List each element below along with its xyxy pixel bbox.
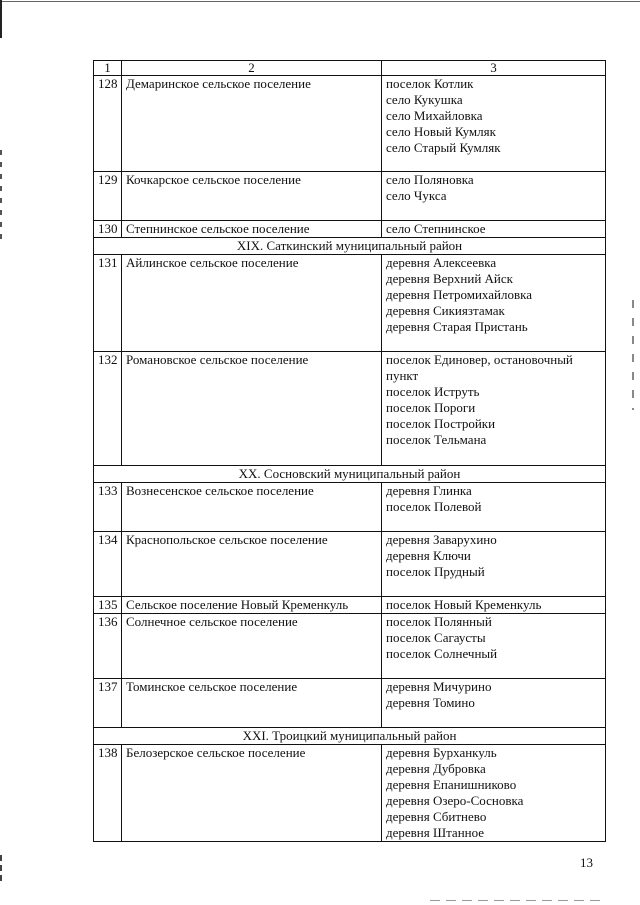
place-item: деревня Ключи [386,548,471,563]
place-item: село Чукса [386,188,447,203]
places-cell [382,221,606,238]
place-item: село Старый Кумляк [386,140,501,155]
table-row [94,172,606,221]
place-item: поселок Единовер, остановочный пункт [386,352,573,383]
table-row [94,76,606,172]
places-cell [382,679,606,728]
row-number: 130 [94,221,122,238]
places-cell [382,532,606,597]
row-number: 132 [94,352,122,466]
places-cell [382,745,606,842]
scan-edge-mark [430,900,600,901]
settlement-name: Краснопольское сельское поселение [122,532,382,597]
settlement-name: Вознесенское сельское поселение [122,483,382,532]
places-cell [382,614,606,679]
place-item: село Степнинское [386,221,486,236]
column-header-3: 3 [382,61,606,76]
settlement-name: Солнечное сельское поселение [122,614,382,679]
row-number: 133 [94,483,122,532]
scan-edge-mark [0,150,2,240]
place-item: поселок Полянный [386,614,492,629]
places-cell [382,352,606,466]
table-row [94,614,606,679]
row-number: 138 [94,745,122,842]
settlements-table [93,60,606,842]
place-item: деревня Глинка [386,483,472,498]
row-number: 131 [94,255,122,352]
settlement-name: Кочкарское сельское поселение [122,172,382,221]
places-cell [382,255,606,352]
district-header-row [94,238,606,255]
table-row [94,221,606,238]
table-row [94,483,606,532]
column-header-2: 2 [122,61,382,76]
row-number: 136 [94,614,122,679]
district-title: XIX. Саткинский муниципальный район [94,238,606,255]
place-item: деревня Сбитнево [386,809,487,824]
place-item: деревня Алексеевка [386,255,497,270]
district-title: XXI. Троицкий муниципальный район [94,728,606,745]
place-item: село Поляновка [386,172,474,187]
place-item: деревня Сикиязтамак [386,303,505,318]
row-number: 137 [94,679,122,728]
places-cell [382,172,606,221]
place-item: деревня Петромихайловка [386,287,532,302]
place-item: поселок Пороги [386,400,476,415]
district-title: XX. Сосновский муниципальный район [94,466,606,483]
row-number: 135 [94,597,122,614]
settlement-name: Томинское сельское поселение [122,679,382,728]
place-item: деревня Штанное [386,825,485,840]
row-number: 129 [94,172,122,221]
settlement-name: Белозерское сельское поселение [122,745,382,842]
places-cell [382,597,606,614]
place-item: деревня Дубровка [386,761,486,776]
place-item: поселок Новый Кременкуль [386,597,542,612]
place-item: деревня Заварухино [386,532,497,547]
place-item: деревня Озеро-Сосновка [386,793,524,808]
table-row [94,352,606,466]
settlement-name: Сельское поселение Новый Кременкуль [122,597,382,614]
place-item: деревня Епанишниково [386,777,517,792]
place-item: деревня Бурханкуль [386,745,497,760]
district-header-row [94,728,606,745]
place-item: поселок Постройки [386,416,496,431]
district-header-row [94,466,606,483]
place-item: поселок Солнечный [386,646,498,661]
table-row [94,532,606,597]
scan-edge-line [0,1,640,2]
row-number: 128 [94,76,122,172]
place-item: деревня Томино [386,695,475,710]
place-item: село Михайловка [386,108,483,123]
table-row [94,597,606,614]
place-item: поселок Прудный [386,564,485,579]
scan-edge-mark [0,0,2,38]
scan-edge-mark [632,300,634,410]
place-item: поселок Полевой [386,499,482,514]
settlement-name: Романовское сельское поселение [122,352,382,466]
place-item: поселок Котлик [386,76,474,91]
place-item: село Новый Кумляк [386,124,496,139]
place-item: деревня Верхний Айск [386,271,513,286]
settlement-name: Степнинское сельское поселение [122,221,382,238]
place-item: деревня Мичурино [386,679,492,694]
table-header-row [94,61,606,76]
place-item: село Кукушка [386,92,463,107]
column-header-1: 1 [94,61,122,76]
table-row [94,679,606,728]
table-row [94,255,606,352]
place-item: деревня Старая Пристань [386,319,528,334]
place-item: поселок Тельмана [386,432,487,447]
place-item: поселок Иструть [386,384,480,399]
places-cell [382,483,606,532]
settlement-name: Айлинское сельское поселение [122,255,382,352]
scan-edge-mark [0,855,2,883]
row-number: 134 [94,532,122,597]
place-item: поселок Сагаусты [386,630,486,645]
settlement-name: Демаринское сельское поселение [122,76,382,172]
page-number: 13 [580,855,593,870]
table-row [94,745,606,842]
places-cell [382,76,606,172]
